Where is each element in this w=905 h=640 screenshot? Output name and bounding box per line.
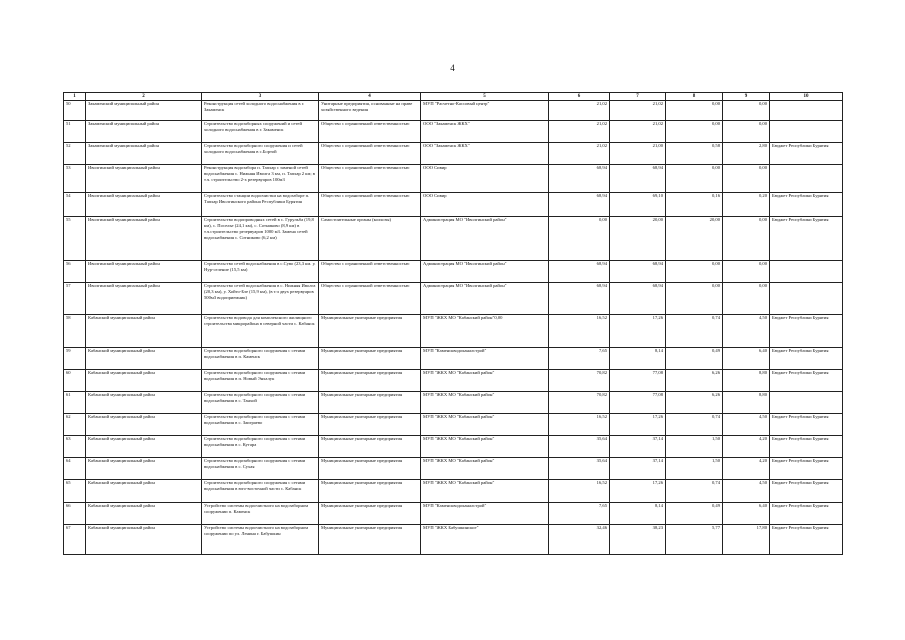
funding-source-cell: Бюджет Республики Бурятия bbox=[770, 217, 843, 261]
column-header-2: 2 bbox=[86, 93, 202, 101]
table-row bbox=[64, 121, 843, 143]
value-col7-cell: 8,14 bbox=[610, 503, 666, 525]
column-header-4: 4 bbox=[319, 93, 421, 101]
row-number-cell: 58 bbox=[64, 315, 86, 348]
row-number-cell: 50 bbox=[64, 101, 86, 121]
organization-name-cell: ООО Сивир bbox=[421, 165, 549, 193]
row-number-cell: 60 bbox=[64, 370, 86, 392]
row-number-cell: 56 bbox=[64, 261, 86, 283]
value-col9-cell: 6,40 bbox=[723, 503, 770, 525]
org-form-cell: Муниципальные унитарные предприятия bbox=[319, 458, 421, 480]
project-name-cell: Строительство водозаборного сооружения и сетей холодного водоснабжения в с.Бортой bbox=[202, 143, 319, 165]
value-col6-cell: 16,52 bbox=[549, 315, 610, 348]
district-name-cell: Закаменский муниципальный район bbox=[86, 121, 202, 143]
table-row bbox=[64, 101, 843, 121]
district-name-cell: Кабанский муниципальный район bbox=[86, 525, 202, 555]
district-name-cell: Закаменский муниципальный район bbox=[86, 143, 202, 165]
value-col9-cell: 0,00 bbox=[723, 217, 770, 261]
row-number-cell: 63 bbox=[64, 436, 86, 458]
org-form-cell: Муниципальные унитарные предприятия bbox=[319, 414, 421, 436]
organization-name-cell: МУП "Каменскводоканалстрой" bbox=[421, 348, 549, 370]
project-name-cell: Реконструкция сетей холодного водоснабжения в г. Закаменск bbox=[202, 101, 319, 121]
value-col6-cell: 68,94 bbox=[549, 193, 610, 217]
column-header-10: 10 bbox=[770, 93, 843, 101]
project-name-cell: Строительство водозаборного сооружения с сетями водоснабжения в с. Сухая bbox=[202, 458, 319, 480]
project-name-cell: Устройство системы водоочистного на водозаборном сооружении по ул. Ленина г. Бабушкин bbox=[202, 525, 319, 555]
column-header-1: 1 bbox=[64, 93, 86, 101]
row-number-cell: 51 bbox=[64, 121, 86, 143]
value-col8-cell: 1,50 bbox=[666, 458, 723, 480]
value-col7-cell: 17,26 bbox=[610, 480, 666, 503]
project-name-cell: Строительство водозаборного сооружения с сетями водоснабжения в п. Новый Энхалук bbox=[202, 370, 319, 392]
value-col7-cell: 68,94 bbox=[610, 165, 666, 193]
value-col6-cell: 68,94 bbox=[549, 261, 610, 283]
value-col8-cell: 0,49 bbox=[666, 348, 723, 370]
row-number-cell: 65 bbox=[64, 480, 86, 503]
project-name-cell: Устройство системы водоочистного на водозаборном сооружении п. Каменск bbox=[202, 503, 319, 525]
project-name-cell: Строительство водовода для комплексного жилищного строительства микрорайона в северной части с. Кабанск bbox=[202, 315, 319, 348]
value-col8-cell: 0,74 bbox=[666, 480, 723, 503]
funding-source-cell: Бюджет Республики Бурятия bbox=[770, 370, 843, 392]
organization-name-cell: ООО "Закаменск ЖКХ" bbox=[421, 121, 549, 143]
district-name-cell: Кабанский муниципальный район bbox=[86, 348, 202, 370]
district-name-cell: Кабанский муниципальный район bbox=[86, 458, 202, 480]
org-form-cell: Муниципальные унитарные предприятия bbox=[319, 436, 421, 458]
value-col6-cell: 70,82 bbox=[549, 370, 610, 392]
funding-source-cell bbox=[770, 165, 843, 193]
value-col6-cell: 68,94 bbox=[549, 283, 610, 315]
organization-name-cell: МУП "ЖКХ МО "Кабанский район" bbox=[421, 370, 549, 392]
org-form-cell: Муниципальные унитарные предприятия bbox=[319, 525, 421, 555]
funding-source-cell: Бюджет Республики Бурятия bbox=[770, 525, 843, 555]
org-form-cell: Общество с ограниченной ответственностью bbox=[319, 261, 421, 283]
value-col9-cell: 0,00 bbox=[723, 101, 770, 121]
district-name-cell: Кабанский муниципальный район bbox=[86, 414, 202, 436]
value-col7-cell: 37,14 bbox=[610, 458, 666, 480]
funding-source-cell: Бюджет Республики Бурятия bbox=[770, 458, 843, 480]
organization-name-cell: МУП "ЖКХ МО "Кабанский район" bbox=[421, 414, 549, 436]
district-name-cell: Кабанский муниципальный район bbox=[86, 480, 202, 503]
value-col7-cell: 77,08 bbox=[610, 370, 666, 392]
table-row bbox=[64, 370, 843, 392]
funding-source-cell: Бюджет Республики Бурятия bbox=[770, 480, 843, 503]
district-name-cell: Иволгинский муниципальный район bbox=[86, 283, 202, 315]
value-col7-cell: 38,23 bbox=[610, 525, 666, 555]
value-col6-cell: 21,02 bbox=[549, 101, 610, 121]
organization-name-cell: МУП "Каменскводоканалстрой" bbox=[421, 503, 549, 525]
value-col7-cell: 68,94 bbox=[610, 283, 666, 315]
value-col8-cell: 0,49 bbox=[666, 503, 723, 525]
funding-source-cell: Бюджет Республики Бурятия bbox=[770, 436, 843, 458]
value-col8-cell: 6,26 bbox=[666, 392, 723, 414]
funding-source-cell bbox=[770, 261, 843, 283]
funding-source-cell: Бюджет Республики Бурятия bbox=[770, 315, 843, 348]
value-col7-cell: 17,26 bbox=[610, 315, 666, 348]
row-number-cell: 55 bbox=[64, 217, 86, 261]
page-number: 4 bbox=[450, 63, 455, 73]
organization-name-cell: ООО "Закаменск ЖКХ" bbox=[421, 143, 549, 165]
value-col9-cell: 4,20 bbox=[723, 458, 770, 480]
table-row bbox=[64, 392, 843, 414]
project-name-cell: Строительство водозаборных сооружений и сетей холодного водоснабжения в г. Закаменск bbox=[202, 121, 319, 143]
column-header-3: 3 bbox=[202, 93, 319, 101]
org-form-cell: Самостоятельные органы (колхозы) bbox=[319, 217, 421, 261]
row-number-cell: 52 bbox=[64, 143, 86, 165]
value-col8-cell: 0,74 bbox=[666, 315, 723, 348]
value-col9-cell: 0,00 bbox=[723, 165, 770, 193]
row-number-cell: 66 bbox=[64, 503, 86, 525]
row-number-cell: 57 bbox=[64, 283, 86, 315]
funding-source-cell bbox=[770, 283, 843, 315]
value-col9-cell: 0,00 bbox=[723, 261, 770, 283]
project-name-cell: Строительство водозаборного сооружения с сетями водоснабжения в п. Каменск bbox=[202, 348, 319, 370]
row-number-cell: 62 bbox=[64, 414, 86, 436]
organization-name-cell: ООО Сивир bbox=[421, 193, 549, 217]
value-col8-cell: 0,74 bbox=[666, 414, 723, 436]
org-form-cell: Общество с ограниченной ответственностью bbox=[319, 165, 421, 193]
value-col7-cell: 21,02 bbox=[610, 121, 666, 143]
org-form-cell: Муниципальные унитарные предприятия bbox=[319, 503, 421, 525]
table-header-row bbox=[64, 93, 843, 101]
value-col8-cell: 1,50 bbox=[666, 436, 723, 458]
district-name-cell: Иволгинский муниципальный район bbox=[86, 193, 202, 217]
value-col6-cell: 16,52 bbox=[549, 480, 610, 503]
table-row bbox=[64, 283, 843, 315]
table-body bbox=[64, 101, 843, 555]
organization-name-cell: МУП "ЖКХ МО "Кабанский район" bbox=[421, 480, 549, 503]
table-row bbox=[64, 414, 843, 436]
value-col7-cell: 77,08 bbox=[610, 392, 666, 414]
column-header-9: 9 bbox=[723, 93, 770, 101]
value-col8-cell: 20,00 bbox=[666, 217, 723, 261]
value-col6-cell: 21,02 bbox=[549, 143, 610, 165]
value-col9-cell: 2,80 bbox=[723, 143, 770, 165]
row-number-cell: 61 bbox=[64, 392, 86, 414]
funding-source-cell: Бюджет Республики Бурятия bbox=[770, 503, 843, 525]
value-col9-cell: 8,80 bbox=[723, 370, 770, 392]
district-name-cell: Закаменский муниципальный район bbox=[86, 101, 202, 121]
row-number-cell: 67 bbox=[64, 525, 86, 555]
value-col7-cell: 69,10 bbox=[610, 193, 666, 217]
value-col7-cell: 20,00 bbox=[610, 217, 666, 261]
org-form-cell: Муниципальные унитарные предприятия bbox=[319, 392, 421, 414]
organization-name-cell: Администрация МО "Иволгинский район" bbox=[421, 261, 549, 283]
organization-name-cell: МУП "ЖКХ МО "Кабанский район" bbox=[421, 436, 549, 458]
organization-name-cell: МУП "ЖКХ МО "Кабанский район" bbox=[421, 458, 549, 480]
table-row bbox=[64, 525, 843, 555]
table-row bbox=[64, 348, 843, 370]
district-name-cell: Иволгинский муниципальный район bbox=[86, 217, 202, 261]
funding-source-cell bbox=[770, 121, 843, 143]
funding-source-cell bbox=[770, 392, 843, 414]
value-col7-cell: 21,00 bbox=[610, 143, 666, 165]
project-name-cell: Строительство станции водоочистки на водозаборе п. Тапхар Иволгинского района Республики Бурятия bbox=[202, 193, 319, 217]
org-form-cell: Муниципальные унитарные предприятия bbox=[319, 370, 421, 392]
value-col8-cell: 0,00 bbox=[666, 101, 723, 121]
table-row bbox=[64, 165, 843, 193]
funding-source-cell: Бюджет Республики Бурятия bbox=[770, 414, 843, 436]
value-col6-cell: 35,64 bbox=[549, 436, 610, 458]
value-col7-cell: 68,94 bbox=[610, 261, 666, 283]
district-name-cell: Кабанский муниципальный район bbox=[86, 436, 202, 458]
org-form-cell: Общество с ограниченной ответственностью bbox=[319, 283, 421, 315]
organization-name-cell: МУП "Расчетно-Кассовый центр" bbox=[421, 101, 549, 121]
value-col6-cell: 21,02 bbox=[549, 121, 610, 143]
value-col8-cell: 0,00 bbox=[666, 121, 723, 143]
value-col9-cell: 6,40 bbox=[723, 348, 770, 370]
organization-name-cell: Администрация МО "Иволгинский район" bbox=[421, 283, 549, 315]
value-col8-cell: 6,26 bbox=[666, 370, 723, 392]
funding-source-cell bbox=[770, 101, 843, 121]
value-col9-cell: 0,00 bbox=[723, 283, 770, 315]
district-name-cell: Кабанский муниципальный район bbox=[86, 503, 202, 525]
organization-name-cell: Администрация МО "Иволгинский район" bbox=[421, 217, 549, 261]
value-col8-cell: 0,58 bbox=[666, 143, 723, 165]
value-col8-cell: 0,00 bbox=[666, 165, 723, 193]
value-col7-cell: 17,26 bbox=[610, 414, 666, 436]
investment-program-table bbox=[63, 92, 843, 555]
district-name-cell: Кабанский муниципальный район bbox=[86, 315, 202, 348]
table-row bbox=[64, 503, 843, 525]
org-form-cell: Общество с ограниченной ответственностью bbox=[319, 143, 421, 165]
funding-source-cell: Бюджет Республики Бурятия bbox=[770, 143, 843, 165]
organization-name-cell: МУП "ЖКХ Бабушкинское" bbox=[421, 525, 549, 555]
org-form-cell: Муниципальные унитарные предприятия bbox=[319, 315, 421, 348]
value-col6-cell: 0,00 bbox=[549, 217, 610, 261]
column-header-7: 7 bbox=[610, 93, 666, 101]
value-col9-cell: 8,80 bbox=[723, 392, 770, 414]
value-col7-cell: 21,02 bbox=[610, 101, 666, 121]
value-col9-cell: 4,20 bbox=[723, 436, 770, 458]
table-row bbox=[64, 458, 843, 480]
value-col7-cell: 8,14 bbox=[610, 348, 666, 370]
column-header-5: 5 bbox=[421, 93, 549, 101]
value-col9-cell: 0,20 bbox=[723, 193, 770, 217]
project-name-cell: Строительство водопроводных сетей в с. Гурульба (19,8 км), с. Поселье (24,1 км), с. Сотниково (8,9 км) в т.ч.строительство резервуаров 1000 м3. Замена сетей водоснабжения с. Сотниково (6,2 км) bbox=[202, 217, 319, 261]
value-col8-cell: 0,00 bbox=[666, 283, 723, 315]
project-name-cell: Реконструкция водозабора п. Тапхар с заменой сетей водоснабжения с. Нижняя Иволга 3 км, п. Тапхар 2 км; в т.ч. строительство 2-х резервуаров 100м3 bbox=[202, 165, 319, 193]
funding-source-cell: Бюджет Республики Бурятия bbox=[770, 348, 843, 370]
value-col9-cell: 0,00 bbox=[723, 121, 770, 143]
project-name-cell: Строительство водозаборного сооружения с сетями водоснабжения в с. Заиграево bbox=[202, 414, 319, 436]
table-row bbox=[64, 480, 843, 503]
row-number-cell: 64 bbox=[64, 458, 86, 480]
district-name-cell: Кабанский муниципальный район bbox=[86, 392, 202, 414]
table-row bbox=[64, 143, 843, 165]
district-name-cell: Иволгинский муниципальный район bbox=[86, 165, 202, 193]
org-form-cell: Общество с ограниченной ответственностью bbox=[319, 121, 421, 143]
row-number-cell: 54 bbox=[64, 193, 86, 217]
district-name-cell: Иволгинский муниципальный район bbox=[86, 261, 202, 283]
value-col6-cell: 68,94 bbox=[549, 165, 610, 193]
row-number-cell: 53 bbox=[64, 165, 86, 193]
value-col9-cell: 4,50 bbox=[723, 480, 770, 503]
value-col6-cell: 7,65 bbox=[549, 503, 610, 525]
value-col6-cell: 70,82 bbox=[549, 392, 610, 414]
table-row bbox=[64, 261, 843, 283]
organization-name-cell: МУП "ЖКХ МО "Кабанский район"0,00 bbox=[421, 315, 549, 348]
project-name-cell: Строительство сетей водоснабжения в с. Нижняя Иволга (20,3 км), у. Хойто-Бэе (15,9 км), (в т.ч двух резервуаров 500м3 водоприемник) bbox=[202, 283, 319, 315]
value-col9-cell: 17,80 bbox=[723, 525, 770, 555]
value-col8-cell: 0,16 bbox=[666, 193, 723, 217]
district-name-cell: Кабанский муниципальный район bbox=[86, 370, 202, 392]
value-col6-cell: 7,65 bbox=[549, 348, 610, 370]
value-col9-cell: 4,50 bbox=[723, 315, 770, 348]
org-form-cell: Унитарные предприятия, основанные на праве хозяйственного ведения bbox=[319, 101, 421, 121]
org-form-cell: Муниципальные унитарные предприятия bbox=[319, 348, 421, 370]
project-name-cell: Строительство водозаборного сооружения с сетями водоснабжения в с. Кутара bbox=[202, 436, 319, 458]
org-form-cell: Общество с ограниченной ответственностью bbox=[319, 193, 421, 217]
value-col9-cell: 4,50 bbox=[723, 414, 770, 436]
value-col8-cell: 0,00 bbox=[666, 261, 723, 283]
project-name-cell: Строительство водозаборного сооружения с сетями водоснабжения в юго-восточной части с. Кабанск bbox=[202, 480, 319, 503]
project-name-cell: Строительство сетей водоснабжения в с.Суво (23,3 км. у. Нур-селение (15,5 км) bbox=[202, 261, 319, 283]
column-header-6: 6 bbox=[549, 93, 610, 101]
value-col6-cell: 35,64 bbox=[549, 458, 610, 480]
table-row bbox=[64, 193, 843, 217]
org-form-cell: Муниципальные унитарные предприятия bbox=[319, 480, 421, 503]
funding-source-cell: Бюджет Республики Бурятия bbox=[770, 193, 843, 217]
table-row bbox=[64, 436, 843, 458]
table-row bbox=[64, 315, 843, 348]
project-name-cell: Строительство водозаборного сооружения с сетями водоснабжения в с. Танхой bbox=[202, 392, 319, 414]
row-number-cell: 59 bbox=[64, 348, 86, 370]
table-row bbox=[64, 217, 843, 261]
value-col6-cell: 32,46 bbox=[549, 525, 610, 555]
column-header-8: 8 bbox=[666, 93, 723, 101]
value-col8-cell: 5,77 bbox=[666, 525, 723, 555]
organization-name-cell: МУП "ЖКХ МО "Кабанский район" bbox=[421, 392, 549, 414]
value-col7-cell: 37,14 bbox=[610, 436, 666, 458]
value-col6-cell: 16,52 bbox=[549, 414, 610, 436]
